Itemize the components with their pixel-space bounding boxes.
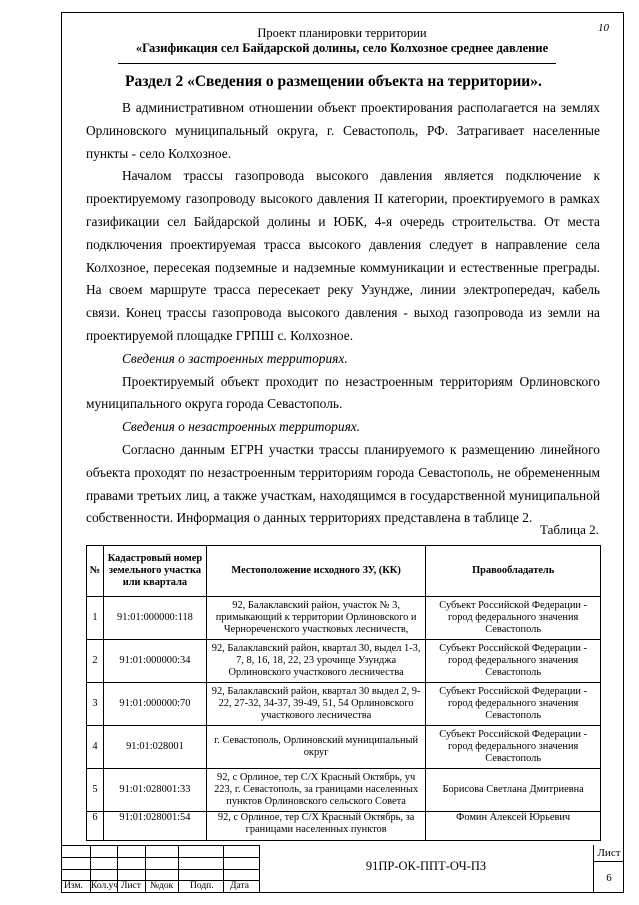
- row-number: 6: [87, 812, 104, 841]
- table-row: [87, 769, 601, 812]
- header-cell-location: Местоположение исходного ЗУ, (КК): [206, 546, 425, 597]
- row-number: 2: [87, 640, 104, 683]
- location: 92, Балаклавский район, квартал 30, выдел 1-3, 7, 8, 16, 18, 22, 23 урочище Узунджа Орлиновского участкового лесничества: [206, 640, 425, 683]
- header-cell-number: №: [87, 546, 104, 597]
- owner: Субъект Российской Федерации - город федерального значения Севастополь: [426, 726, 601, 769]
- stamp-line: [178, 845, 179, 893]
- row-number: 5: [87, 769, 104, 812]
- sheet-number: 6: [606, 872, 612, 884]
- paragraph: Началом трассы газопровода высокого давления является подключение к проектируемому газопроводу высокого давления II категории, проектируемого в рамках газификации сел Байдарской долины и ЮБК, 4-я очередь строительства. От места подключения проектируемая трасса высокого давления следует в направление села Колхозное, пересекая подземные и надземные коммуникации и естественные преграды. На своем маршруте трасса пересекает реку Узундже, линии электропередач, кабель связи. Конец трассы газопровода высокого давления - выход газопровода из земли на проектируемой площадке ГРПШ с. Колхозное.: [86, 168, 600, 343]
- cadastral-number: 91:01:000000:118: [103, 597, 206, 640]
- header-cell-owner: Правообладатель: [426, 546, 601, 597]
- sheet-label: Лист: [597, 847, 621, 859]
- header-divider: [118, 63, 556, 64]
- table-row: [87, 640, 601, 683]
- location: г. Севастополь, Орлиновский муниципальный округ: [206, 726, 425, 769]
- document-code: 91ПР-ОК-ППТ-ОЧ-ПЗ: [365, 859, 487, 873]
- stamp-label-sheet: Лист: [121, 881, 141, 891]
- paragraph: Согласно данным ЕГРН участки трассы планируемого к размещению линейного объекта проходят по незастроенным территориям города Севастополь, не обремененным правами третьих лиц, а также участкам, находящимся в государственной муниципальной собственности. Информация о данных территориях представлена в таблице 2.: [86, 441, 600, 526]
- header-project-name: «Газификация сел Байдарской долины, село Колхозное среднее давление: [135, 41, 549, 55]
- paragraph: Проектируемый объект проходит по незастроенным территориям Орлиновского муниципального округа города Севастополь.: [86, 373, 600, 412]
- body-text: [86, 97, 600, 530]
- cadastral-number: 91:01:000000:70: [103, 683, 206, 726]
- table-row: [87, 812, 601, 841]
- page-number-top: 10: [598, 22, 609, 34]
- header-project-title: Проект планировки территории: [257, 26, 427, 40]
- cadastral-number: 91:01:028001:54: [103, 812, 206, 841]
- land-plots-table: [86, 545, 601, 841]
- owner: Фомин Алексей Юрьевич: [426, 812, 601, 841]
- cadastral-number: 91:01:000000:34: [103, 640, 206, 683]
- table-caption: Таблица 2.: [540, 522, 599, 537]
- subheading-unbuilt-territories: Сведения о незастроенных территориях.: [122, 419, 361, 435]
- row-number: 4: [87, 726, 104, 769]
- owner: Субъект Российской Федерации - город федерального значения Севастополь: [426, 640, 601, 683]
- owner: Субъект Российской Федерации - город федерального значения Севастополь: [426, 683, 601, 726]
- location: 92, Балаклавский район, квартал 30 выдел 2, 9-22, 27-32, 34-37, 39-49, 51, 54 Орлиновского участкового лесничества: [206, 683, 425, 726]
- section-title: Раздел 2 «Сведения о размещении объекта на территории».: [125, 73, 542, 90]
- stamp-line: [223, 845, 224, 893]
- title-block-stamp: [61, 845, 624, 893]
- table-row: [87, 726, 601, 769]
- paragraph: В административном отношении объект проектирования располагается на землях Орлиновского муниципальный округа, г. Севастополь, РФ. Затрагивает населенные пункты - село Колхозное.: [86, 100, 600, 161]
- table-header-row: [87, 546, 601, 597]
- stamp-line: [593, 861, 624, 862]
- cadastral-number: 91:01:028001: [103, 726, 206, 769]
- table-row: [87, 597, 601, 640]
- table-row: [87, 683, 601, 726]
- row-number: 1: [87, 597, 104, 640]
- stamp-label-doc: №док: [150, 881, 174, 891]
- owner: Борисова Светлана Дмитриевна: [426, 769, 601, 812]
- location: 92, с Орлиное, тер С/Х Красный Октябрь, уч 223, г. Севастополь, за границами населенных пунктов Орлиновского сельского Совета: [206, 769, 425, 812]
- stamp-line: [145, 845, 146, 893]
- stamp-label-signature: Подп.: [190, 881, 214, 891]
- location: 92, Балаклавский район, участок № 3, примыкающий к территории Орлиновского и Чернореченского участковых лесничеств,: [206, 597, 425, 640]
- stamp-line: [259, 845, 260, 893]
- subheading-built-territories: Сведения о застроенных территориях.: [122, 350, 348, 366]
- stamp-label-count: Кол.уч: [91, 881, 119, 891]
- row-number: 3: [87, 683, 104, 726]
- header-cell-cadastral: Кадастровый номер земельного участка или квартала: [103, 546, 206, 597]
- owner: Субъект Российской Федерации - город федерального значения Севастополь: [426, 597, 601, 640]
- stamp-label-date: Дата: [230, 881, 249, 891]
- cadastral-number: 91:01:028001:33: [103, 769, 206, 812]
- stamp-label-change: Изм.: [64, 881, 83, 891]
- location: 92, с Орлиное, тер С/Х Красный Октябрь, за границами населенных пунктов: [206, 812, 425, 841]
